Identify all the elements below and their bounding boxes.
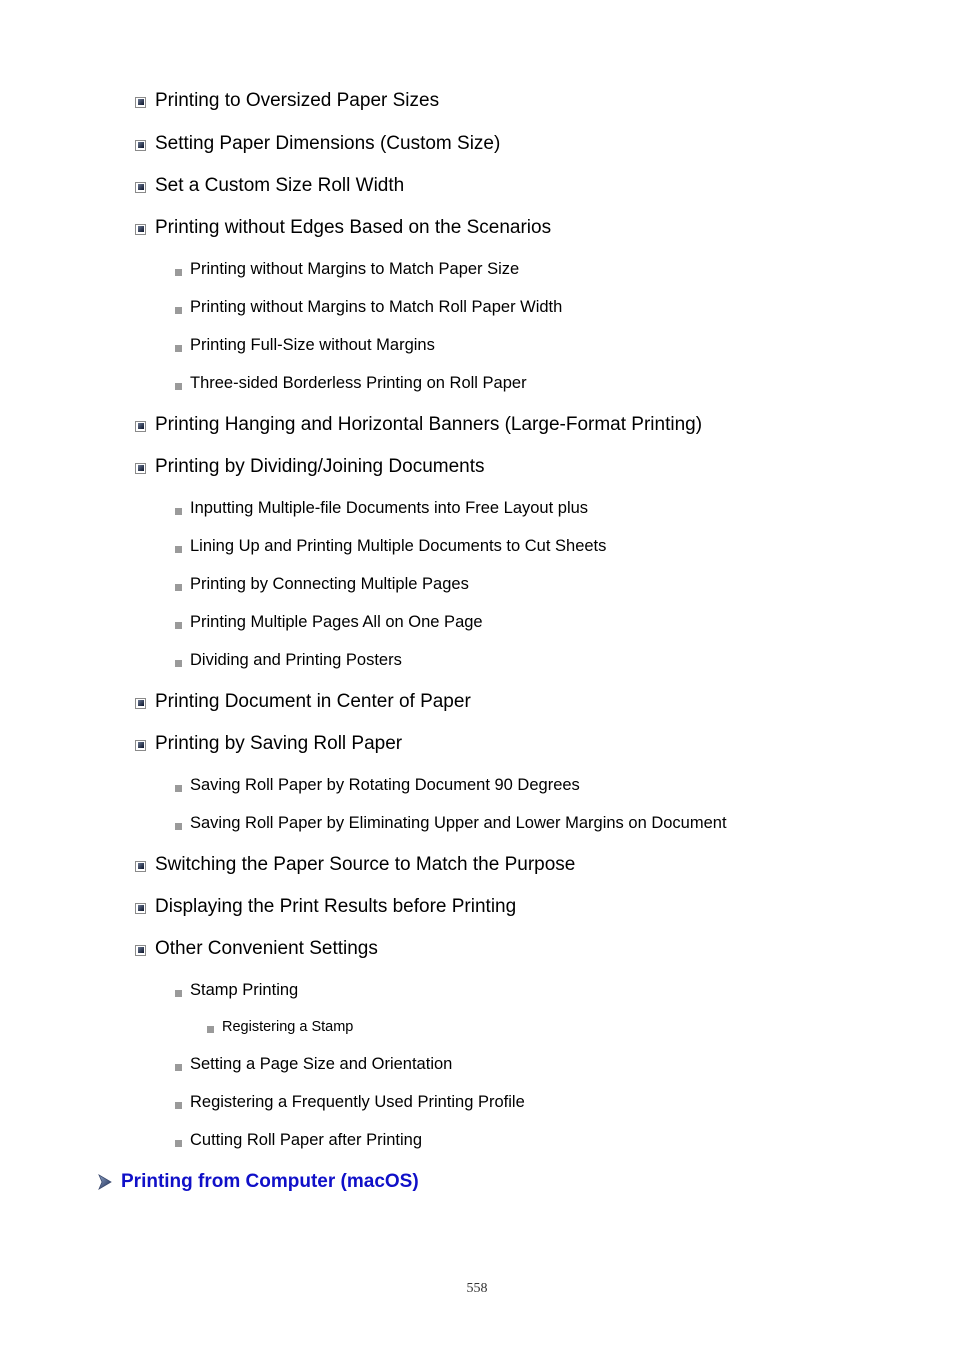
small-square-bullet-icon — [175, 660, 182, 667]
small-square-bullet-icon — [175, 269, 182, 276]
toc-item[interactable] — [135, 732, 402, 756]
square-bullet-icon — [135, 224, 146, 235]
square-bullet-icon — [135, 698, 146, 709]
toc-item-label[interactable]: Printing Document in Center of Paper — [155, 691, 471, 712]
small-square-bullet-icon — [175, 584, 182, 591]
toc-subitem-label[interactable]: Printing by Connecting Multiple Pages — [190, 574, 469, 593]
toc-subitem[interactable] — [175, 1129, 422, 1151]
square-bullet-icon — [135, 97, 146, 108]
toc-subitem[interactable] — [175, 497, 588, 519]
toc-subitem[interactable] — [175, 1053, 452, 1075]
section-link-macos[interactable] — [98, 1169, 419, 1195]
toc-item[interactable] — [135, 690, 471, 714]
toc-item-label[interactable]: Printing without Edges Based on the Scenarios — [155, 217, 552, 238]
toc-subitem[interactable] — [175, 611, 483, 633]
small-square-bullet-icon — [175, 1140, 182, 1147]
toc-item-label[interactable]: Printing by Saving Roll Paper — [155, 733, 403, 754]
toc-subitem-label[interactable]: Cutting Roll Paper after Printing — [190, 1130, 423, 1149]
square-bullet-icon — [135, 182, 146, 193]
square-bullet-icon — [135, 740, 146, 751]
toc-item-label[interactable]: Displaying the Print Results before Printing — [155, 896, 517, 917]
toc-subitem-label[interactable]: Lining Up and Printing Multiple Documents to Cut Sheets — [190, 536, 607, 555]
toc-subitem-label[interactable]: Registering a Frequently Used Printing Profile — [190, 1092, 525, 1111]
toc-item[interactable] — [135, 853, 575, 877]
small-square-bullet-icon — [175, 1064, 182, 1071]
small-square-bullet-icon — [175, 622, 182, 629]
square-bullet-icon — [135, 421, 146, 432]
toc-subitem[interactable] — [175, 334, 435, 356]
toc-item[interactable] — [135, 895, 516, 919]
toc-item[interactable] — [135, 413, 702, 437]
toc-item-label[interactable]: Printing Hanging and Horizontal Banners (Large-Format Printing) — [155, 414, 703, 435]
toc-subitem-label[interactable]: Printing without Margins to Match Roll Paper Width — [190, 297, 563, 316]
square-bullet-icon — [135, 903, 146, 914]
toc-subitem-label[interactable]: Stamp Printing — [190, 980, 299, 999]
small-square-bullet-icon — [207, 1026, 214, 1033]
toc-subitem-label[interactable]: Inputting Multiple-file Documents into Free Layout plus — [190, 498, 589, 517]
square-bullet-icon — [135, 140, 146, 151]
square-bullet-icon — [135, 463, 146, 474]
square-bullet-icon — [135, 945, 146, 956]
small-square-bullet-icon — [175, 307, 182, 314]
toc-item-label[interactable]: Setting Paper Dimensions (Custom Size) — [155, 133, 501, 154]
toc-item[interactable] — [135, 132, 500, 156]
toc-subitem-label[interactable]: Setting a Page Size and Orientation — [190, 1054, 453, 1073]
toc-item-label[interactable]: Switching the Paper Source to Match the Purpose — [155, 854, 576, 875]
toc-item-label[interactable]: Set a Custom Size Roll Width — [155, 175, 405, 196]
toc-item[interactable] — [135, 89, 439, 113]
toc-subitem-label[interactable]: Printing Multiple Pages All on One Page — [190, 612, 483, 631]
toc-subitem[interactable] — [175, 573, 469, 595]
toc-subitem[interactable] — [175, 372, 527, 394]
toc-subitem-label[interactable]: Printing Full-Size without Margins — [190, 335, 435, 354]
toc-subitem[interactable] — [175, 258, 519, 280]
toc-subitem-label[interactable]: Printing without Margins to Match Paper Size — [190, 259, 520, 278]
toc-item-label[interactable]: Printing to Oversized Paper Sizes — [155, 90, 440, 111]
toc-subitem[interactable] — [175, 1091, 525, 1113]
toc-subsubitem-label[interactable]: Registering a Stamp — [222, 1019, 354, 1035]
small-square-bullet-icon — [175, 508, 182, 515]
small-square-bullet-icon — [175, 345, 182, 352]
section-title[interactable]: Printing from Computer (macOS) — [121, 1171, 419, 1192]
toc-item[interactable] — [135, 455, 485, 479]
small-square-bullet-icon — [175, 823, 182, 830]
small-square-bullet-icon — [175, 546, 182, 553]
toc-item[interactable] — [135, 174, 404, 198]
toc-subitem[interactable] — [175, 774, 580, 796]
square-bullet-icon — [135, 861, 146, 872]
page-number: 558 — [466, 1281, 488, 1296]
toc-item[interactable] — [135, 216, 551, 240]
toc-item-label[interactable]: Other Convenient Settings — [155, 938, 378, 959]
toc-item[interactable] — [135, 937, 378, 961]
toc-subitem-label[interactable]: Three-sided Borderless Printing on Roll Paper — [190, 373, 527, 392]
small-square-bullet-icon — [175, 785, 182, 792]
small-square-bullet-icon — [175, 383, 182, 390]
toc-subsubitem[interactable] — [207, 1017, 353, 1037]
toc-subitem[interactable] — [175, 979, 298, 1001]
toc-subitem[interactable] — [175, 649, 402, 671]
toc-item-label[interactable]: Printing by Dividing/Joining Documents — [155, 456, 485, 477]
small-square-bullet-icon — [175, 1102, 182, 1109]
toc-subitem[interactable] — [175, 296, 562, 318]
toc-subitem[interactable] — [175, 535, 606, 557]
toc-subitem[interactable] — [175, 812, 727, 834]
chevron-right-icon — [98, 1174, 112, 1190]
small-square-bullet-icon — [175, 990, 182, 997]
toc-subitem-label[interactable]: Saving Roll Paper by Rotating Document 90 Degrees — [190, 775, 580, 794]
toc-subitem-label[interactable]: Dividing and Printing Posters — [190, 650, 402, 669]
toc-subitem-label[interactable]: Saving Roll Paper by Eliminating Upper and Lower Margins on Document — [190, 813, 727, 832]
